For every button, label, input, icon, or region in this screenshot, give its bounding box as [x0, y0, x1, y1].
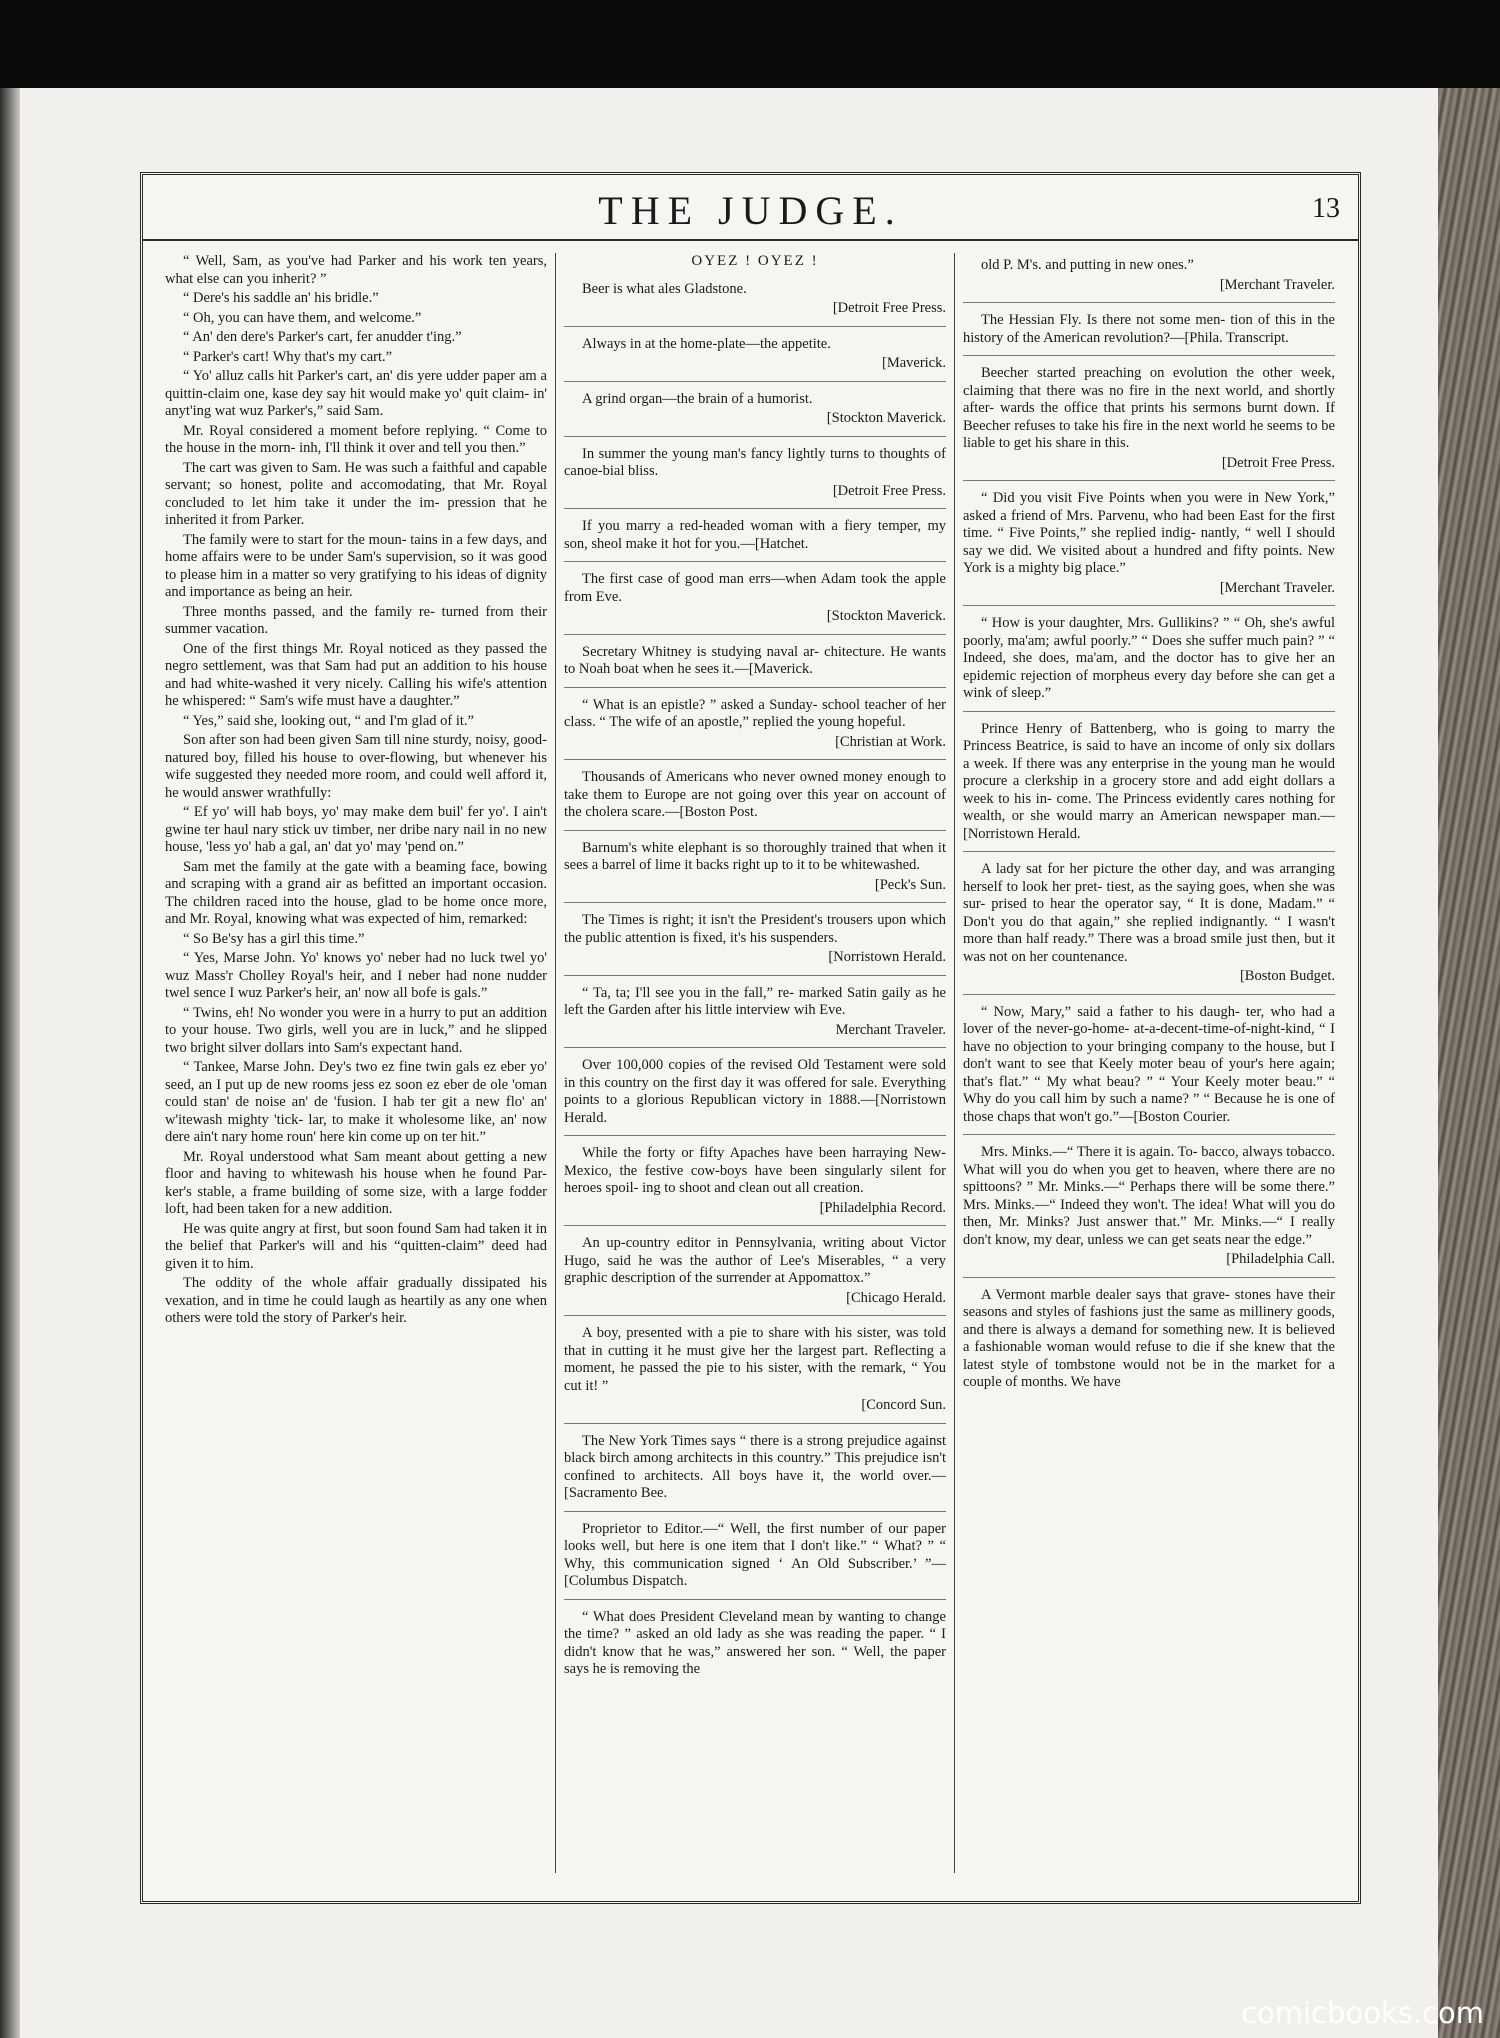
news-item — [963, 857, 1335, 995]
page-number: 13 — [1312, 193, 1340, 224]
item-credit: Merchant Traveler. — [835, 1021, 946, 1038]
item-credit: [Detroit Free Press. — [832, 300, 946, 316]
item-text: If you marry a red-headed woman with a fiery temper, my son, sheol make it hot for you.—[Hatchet. — [564, 518, 946, 552]
item-credit: [Merchant Traveler. — [1219, 579, 1335, 596]
item-text: A lady sat for her picture the other day, and was arranging herself to look her pret- tiest, as the saying goes, when she was sur- prised to hear the operator say, “ It is done, Madam.” “ Don't you do that again,” she replied indignantly. “ I wasn't more than half ready.” There was a broad smile just then, but it was not on her countenance. — [963, 861, 1335, 965]
item-text: Prince Henry of Battenberg, who is going to marry the Princess Beatrice, is said to have an income of only six dollars a week. If there was any enterprise in the young man he would procure a clerkship in a grocery store and add eight dollars a week to his in- come. The Princess evidently cares nothing for wealth, or she would marry an American newspaper man.—[Norristown Herald. — [963, 720, 1335, 842]
item-text: A boy, presented with a pie to share with his sister, was told that in cutting it he must give her the largest part. Reflecting a moment, he passed the pie to his sister, with the remark, “ You cut it! ” — [564, 1325, 946, 1394]
item-text: “ Did you visit Five Points when you were in New York,” asked a friend of Mrs. Parvenu, who had been East for the first time. “ Five Points,” she replied indig- nantly, “ well I should say we did. We visited about a hundred and fifty points. New York is a mighty big place.” — [963, 490, 1335, 576]
news-item — [963, 717, 1335, 853]
item-text: Secretary Whitney is studying naval ar- chitecture. He wants to Noah boat when he sees it.—[Maverick. — [564, 643, 946, 677]
news-item — [564, 514, 946, 562]
item-text: Over 100,000 copies of the revised Old Testament were sold in this country on the first day it was offered for sale. Everything points to a glorious Republican victory in 1888.—[Norristown Herald. — [564, 1057, 946, 1126]
item-credit: [Maverick. — [881, 355, 946, 371]
item-text: A grind organ—the brain of a humorist. — [582, 390, 813, 407]
item-text: The New York Times says “ there is a strong prejudice against black birch among architects in this country.” This prejudice isn't confined to architects. All boys have it, the world over.—[Sacramento Bee. — [564, 1432, 946, 1501]
item-credit: [Philadelphia Call. — [1226, 1251, 1335, 1267]
news-item — [963, 1000, 1335, 1136]
story-paragraph: Mr. Royal understood what Sam meant about getting a new floor and having to whitewash his house when he found Par- ker's stable, a frame building of some size, with a large fodder loft, had been taken for a new addition. — [165, 1148, 547, 1217]
item-text: “ What does President Cleveland mean by wanting to change the time? ” asked an old lady as she was reading the paper. “ I didn't know that he was,” answered her son. “ Well, the paper says he is removing the — [564, 1608, 946, 1677]
news-item — [564, 1429, 946, 1512]
item-text: “ How is your daughter, Mrs. Gullikins? ” “ Oh, she's awful poorly, ma'am; awful poorly.” “ Does she suffer much pain? ” “ Indeed, she does, ma'am, and the doctor has to give her an epidemic rejection of morpheus every day before she can get a wink of sleep.” — [963, 615, 1335, 701]
story-paragraph: The family were to start for the moun- tains in a few days, and home affairs were to be under Sam's supervision, so it was good to please him in a matter so very gratifying to his ideas of dignity and importance as being an heir. — [165, 531, 547, 600]
story-paragraph: “ Oh, you can have them, and welcome.” — [183, 309, 422, 326]
column-rule — [555, 253, 556, 1873]
story-paragraph: The oddity of the whole affair gradually dissipated his vexation, and in time he could laugh as heartily as any one when others were told the story of Parker's heir. — [165, 1275, 547, 1326]
item-text: Thousands of Americans who never owned money enough to take them to Europe are not going over this year on account of the cholera scare.—[Boston Post. — [564, 769, 946, 820]
news-item — [963, 1283, 1335, 1400]
news-item — [564, 1605, 946, 1687]
item-credit: [Stockton Maverick. — [826, 410, 946, 426]
story-paragraph: “ Ef yo' will hab boys, yo' may make dem buil' fer yo'. I ain't gwine ter haul nary stick uv timber, ner dribe nary nail in no new house, 'less yo' hab a gal, an' dat yo' may 'pend on.” — [165, 804, 547, 855]
watermark: comicbooks.com — [1241, 1996, 1484, 2030]
news-item — [963, 486, 1335, 606]
news-item — [564, 1321, 946, 1424]
news-item — [963, 1140, 1335, 1278]
item-text: Barnum's white elephant is so thoroughly trained that when it sees a barrel of lime it backs right up to it to be whitewashed. — [564, 839, 946, 873]
item-credit: [Concord Sun. — [861, 1397, 946, 1413]
item-text: The Hessian Fly. Is there not some men- tion of this in the history of the American revolution?—[Phila. Transcript. — [963, 312, 1335, 346]
item-text: Proprietor to Editor.—“ Well, the first number of our paper looks well, but here is one item that I don't like.” “ What? ” “ Why, this communication signed ‘ An Old Subscriber.’ ”—[Columbus Dispatch. — [564, 1520, 946, 1589]
story-paragraph: “ Twins, eh! No wonder you were in a hurry to put an addition to your house. Two girls, well you are in luck,” and he slipped two bright silver dollars into Sam's expectant hand. — [165, 1004, 547, 1056]
item-credit: [Detroit Free Press. — [832, 482, 946, 499]
item-text: A Vermont marble dealer says that grave- stones have their seasons and styles of fashions just the same as millinery goods, and there is always a demand for something new. It is believed a fashionable woman would refuse to die if she knew that the latest style of tombstone would not be in the market for a couple of months. We have — [963, 1286, 1335, 1390]
item-text: Always in at the home-plate—the appetite. — [582, 335, 831, 352]
item-text: While the forty or fifty Apaches have been harraying New-Mexico, the festive cow-boys have been singularly silent for heroes spoil- ing to shoot and clean out all creation. — [564, 1145, 946, 1196]
item-text: “ Ta, ta; I'll see you in the fall,” re- marked Satin gaily as he left the Garden after his little interview wih Eve. — [564, 984, 946, 1018]
item-text: In summer the young man's fancy lightly turns to thoughts of canoe-bial bliss. — [564, 445, 946, 479]
item-credit: [Boston Budget. — [1239, 968, 1335, 984]
news-item — [564, 567, 946, 635]
story-paragraph: “ Yo' alluz calls hit Parker's cart, an' dis yere udder paper am a quittin-claim one, kase dey say hit would make yo' quit claim- in' anyt'ing wat wuz Parker's,” said Sam. — [165, 368, 547, 419]
news-item — [564, 1517, 946, 1600]
column-3 — [963, 253, 1335, 1883]
news-item — [564, 1053, 946, 1136]
story-paragraph: “ Parker's cart! Why that's my cart.” — [183, 348, 393, 365]
item-text: Beer is what ales Gladstone. — [582, 280, 747, 297]
news-item — [963, 361, 1335, 481]
news-item — [564, 765, 946, 831]
story-paragraph: He was quite angry at first, but soon found Sam had taken it in the belief that Parker's will and his “quitten-claim” deed had given it to him. — [165, 1220, 547, 1272]
story-paragraph: Three months passed, and the family re- turned from their summer vacation. — [165, 603, 547, 637]
page-frame — [140, 172, 1361, 1904]
news-item — [564, 836, 946, 904]
story-paragraph: “ Well, Sam, as you've had Parker and his work ten years, what else can you inherit? ” — [165, 253, 547, 287]
story-paragraph: “ So Be'sy has a girl this time.” — [183, 930, 365, 947]
item-text: “ Now, Mary,” said a father to his daugh- ter, who had a lover of the never-go-home- at-a-decent-time-of-night-kind, “ I have no objection to your bringing company to the house, but I don't want to see that Keely moter beau of your's here again; that's flat.” “ My what beau? ” “ Your Keely moter beau.” “ Why do you call him by such a name? ” “ Because he is one of those chaps that won't go.”—[Boston Courier. — [963, 1003, 1335, 1125]
marbled-edge — [1438, 88, 1500, 2038]
item-credit: [Merchant Traveler. — [1219, 276, 1335, 293]
story-paragraph: “ Yes, Marse John. Yo' knows yo' neber had no luck twel yo' wuz Mass'r Cholley Royal's heir, and I neber had none nudder twel sence I wuz Parker's heir, an' now all bofe is gals.” — [165, 950, 547, 1001]
story-paragraph: Son after son had been given Sam till nine sturdy, noisy, good-natured boy, filled his house to over-flowing, but whenever his wife suggested they needed more room, and could well afford it, he would answer wrathfully: — [165, 732, 547, 801]
item-text: The first case of good man errs—when Adam took the apple from Eve. — [564, 571, 946, 605]
story-paragraph: “ Yes,” said she, looking out, “ and I'm glad of it.” — [183, 712, 474, 729]
item-credit: [Christian at Work. — [835, 733, 946, 750]
item-text: old P. M's. and putting in new ones.” — [981, 257, 1194, 273]
column-rule — [954, 253, 955, 1873]
news-item — [564, 908, 946, 976]
item-text: “ What is an epistle? ” asked a Sunday- school teacher of her class. “ The wife of an apostle,” replied the young hopeful. — [564, 696, 946, 730]
news-item — [564, 1231, 946, 1316]
column-heading: OYEZ ! OYEZ ! — [691, 253, 819, 269]
item-credit: [Chicago Herald. — [846, 1289, 946, 1306]
story-paragraph: The cart was given to Sam. He was such a faithful and capable servant; so honest, polite and accomodating, that Mr. Royal concluded to let him take it under the im- pression that he inherited it from Parker. — [165, 459, 547, 528]
item-credit: [Philadelphia Record. — [819, 1199, 946, 1216]
column-1 — [165, 253, 547, 1883]
story-paragraph: One of the first things Mr. Royal noticed as they passed the negro settlement, was that Sam had put an addition to his house and had white-washed it very nicely. Calling his wife's attention he whispered: “ Sam's wife must have a daughter.” — [165, 640, 547, 709]
masthead — [143, 175, 1358, 241]
item-text: The Times is right; it isn't the President's trousers upon which the public attention is fixed, it's his suspenders. — [564, 912, 946, 946]
item-text: An up-country editor in Pennsylvania, writing about Victor Hugo, said he was the author of Lee's Miserables, “ a very graphic description of the surrender at Appomattox.” — [564, 1235, 946, 1286]
story-paragraph: “ An' den dere's Parker's cart, fer anudder t'ing.” — [183, 329, 462, 345]
item-credit: [Norristown Herald. — [828, 949, 946, 965]
item-credit: [Stockton Maverick. — [826, 608, 946, 624]
item-text: Beecher started preaching on evolution the other week, claiming that there was no fire in the next world, and shortly after- wards the office that prints his sermons burnt down. If Beecher refuses to take his fire in the next world he seems to be liable to get his share in this. — [963, 365, 1335, 451]
news-item — [564, 693, 946, 761]
column-2 — [564, 253, 946, 1883]
story-paragraph: “ Tankee, Marse John. Dey's two ez fine twin gals ez eber yo' seed, an I put up de new rooms jess ez soon ez eber de ole 'oman could stan' de noise an' de 'fusion. I hab ter git a new flo' an' w'itewash mighty 'tick- lar, to make it wholesome like, an' now dere ain't nary home roun' here kin come up on ter hit.” — [165, 1059, 547, 1145]
news-item — [564, 640, 946, 688]
news-item — [963, 308, 1335, 356]
news-item — [564, 332, 946, 382]
masthead-title: THE JUDGE. — [598, 188, 903, 233]
news-item — [564, 442, 946, 510]
news-item — [564, 277, 946, 327]
item-text: Mrs. Minks.—“ There it is again. To- bacco, always tobacco. What will you do when you get to heaven, where there are no spittoons? ” Mr. Minks.—“ Perhaps there will be some there.” Mrs. Minks.—“ Indeed they won't. The idea! What will you do then, Mr. Minks? Just answer that.” Mr. Minks.—“ I really don't know, my dear, unless we can get seats near the edge.” — [963, 1144, 1335, 1248]
story-paragraph: Sam met the family at the gate with a beaming face, bowing and scraping with a grand air as befitted an important occasion. The children raced into the house, glad to be home once more, and Mr. Royal, knowing what was expected of him, remarked: — [165, 858, 547, 927]
news-item — [564, 981, 946, 1049]
story-paragraph: Mr. Royal considered a moment before replying. “ Come to the house in the morn- inh, I'll think it over and tell you then.” — [165, 422, 547, 456]
story-paragraph: “ Dere's his saddle an' his bridle.” — [183, 290, 379, 306]
news-item — [564, 387, 946, 437]
news-item — [963, 611, 1335, 712]
item-credit: [Peck's Sun. — [874, 876, 946, 893]
item-credit: [Detroit Free Press. — [1221, 454, 1335, 471]
news-item — [963, 253, 1335, 303]
news-item — [564, 1141, 946, 1226]
